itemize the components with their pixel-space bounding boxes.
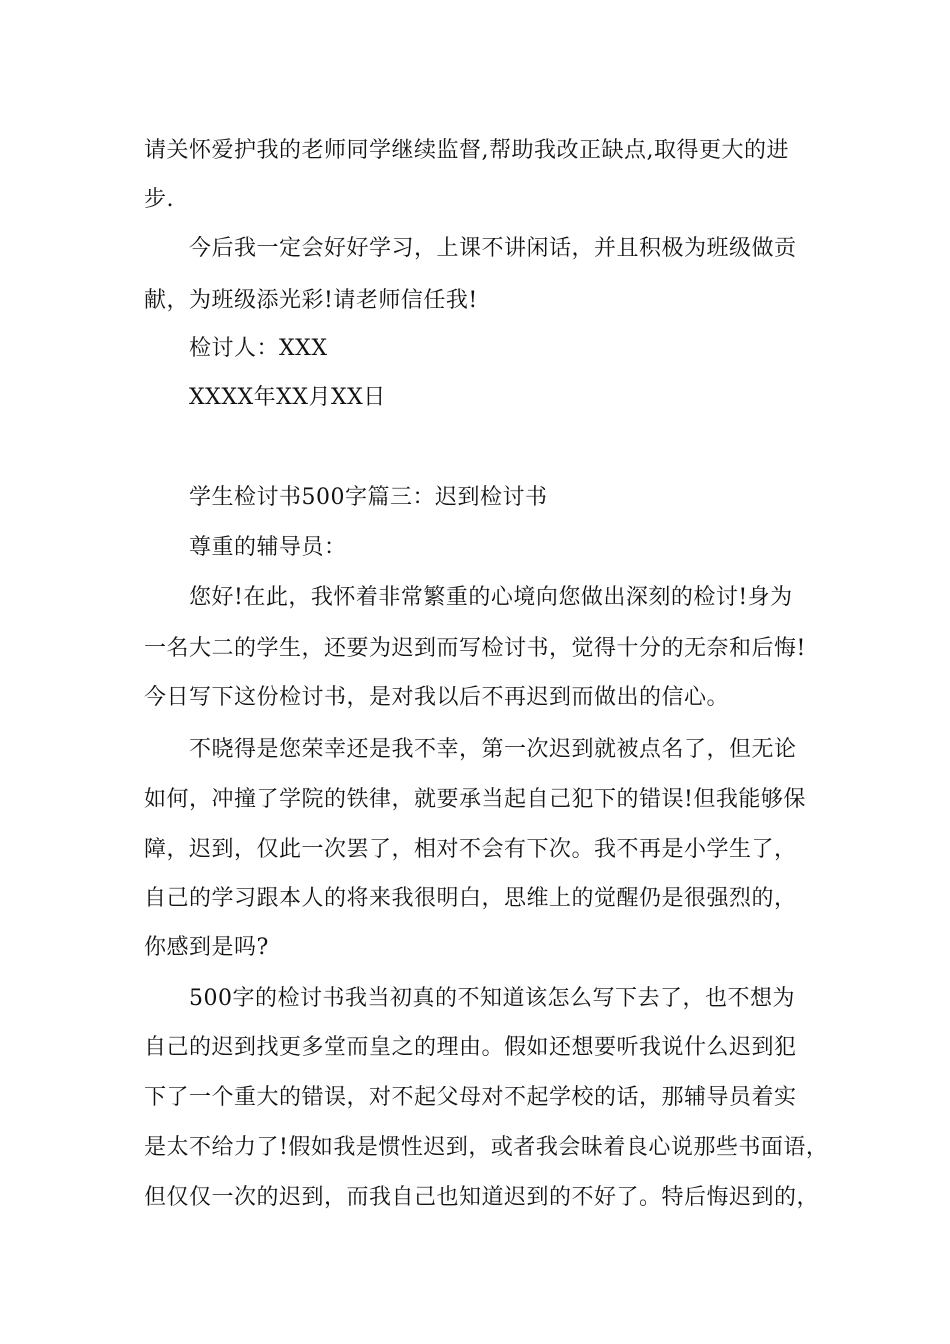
date-line: XXXX年XX月XX日 xyxy=(189,385,386,410)
text-line: 一名大二的学生，还要为迟到而写检讨书，觉得十分的无奈和后悔! xyxy=(144,636,806,661)
text-line: 今日写下这份检讨书，是对我以后不再迟到而做出的信心。 xyxy=(144,685,730,710)
text-line: 障，迟到，仅此一次罢了，相对不会有下次。我不再是小学生了， xyxy=(144,837,797,862)
text-line: 你感到是吗? xyxy=(144,935,269,960)
text-line: 但仅仅一次的迟到，而我自己也知道迟到的不好了。特后悔迟到的， xyxy=(144,1185,820,1210)
text-line: 如何，冲撞了学院的铁律，就要承当起自己犯下的错误!但我能够保 xyxy=(144,787,806,812)
text-line: 今后我一定会好好学习，上课不讲闲话，并且积极为班级做贡 xyxy=(189,236,797,261)
text-line: 不晓得是您荣幸还是我不幸，第一次迟到就被点名了，但无论 xyxy=(189,737,797,762)
text-line: 步. xyxy=(144,187,174,212)
text-line: 自己的迟到找更多堂而皇之的理由。假如还想要听我说什么迟到犯 xyxy=(144,1035,797,1060)
text-line: 献，为班级添光彩!请老师信任我! xyxy=(144,288,478,313)
section-title: 学生检讨书500字篇三：迟到检讨书 xyxy=(189,485,548,510)
text-line: 500字的检讨书我当初真的不知道该怎么写下去了，也不想为 xyxy=(189,986,795,1011)
text-line: 请关怀爱护我的老师同学继续监督,帮助我改正缺点,取得更大的进 xyxy=(144,138,789,163)
text-line: 自己的学习跟本人的将来我很明白，思维上的觉醒仍是很强烈的， xyxy=(144,886,797,911)
signature-line: 检讨人：XXX xyxy=(189,336,328,361)
salutation: 尊重的辅导员： xyxy=(189,535,347,560)
text-line: 下了一个重大的错误，对不起父母对不起学校的话，那辅导员着实 xyxy=(144,1085,797,1110)
text-line: 是太不给力了!假如我是惯性迟到，或者我会昧着良心说那些书面语， xyxy=(144,1135,829,1160)
text-line: 您好!在此，我怀着非常繁重的心境向您做出深刻的检讨!身为 xyxy=(189,585,793,610)
